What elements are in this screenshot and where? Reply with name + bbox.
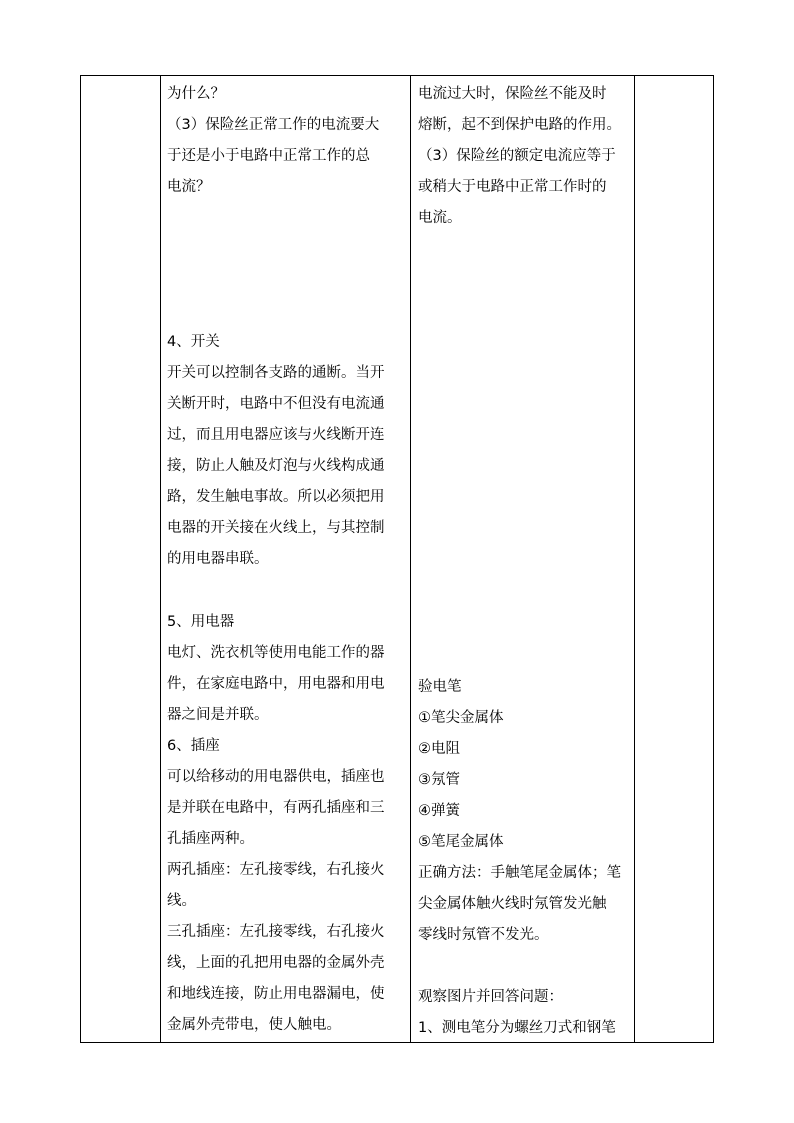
list-item: ①笔尖金属体 [418, 710, 504, 726]
column-divider [160, 76, 161, 1042]
text-line: 线，上面的孔把用电器的金属外壳 [167, 955, 385, 971]
section-heading: 验电笔 [418, 679, 462, 695]
text-line: 电器的开关接在火线上，与其控制 [167, 520, 385, 536]
text-line: 线。 [167, 893, 196, 909]
column-4-cell [635, 76, 713, 1042]
text-line: 和地线连接，防止用电器漏电，使 [167, 986, 385, 1002]
text-line: 电流过大时，保险丝不能及时 [418, 86, 607, 102]
section-heading: 6、插座 [167, 738, 220, 754]
text-line: 或稍大于电路中正常工作时的 [418, 179, 607, 195]
text-line: 件，在家庭电路中，用电器和用电 [167, 676, 385, 692]
column-divider [410, 76, 411, 1042]
text-line: 器之间是并联。 [167, 707, 269, 723]
list-item: ②电阻 [418, 741, 460, 757]
text-line: （3）保险丝正常工作的电流要大 [167, 117, 380, 133]
text-line: 观察图片并回答问题： [418, 989, 563, 1005]
text-line: 于还是小于电路中正常工作的总 [167, 148, 370, 164]
text-line: 孔插座两种。 [167, 831, 254, 847]
text-line: 可以给移动的用电器供电，插座也 [167, 769, 385, 785]
text-line: 两孔插座：左孔接零线，右孔接火 [167, 862, 385, 878]
text-line: 关断开时，电路中不但没有电流通 [167, 396, 385, 412]
text-line: 电流。 [418, 210, 462, 226]
list-item: ⑤笔尾金属体 [418, 834, 504, 850]
column-1-cell [81, 76, 160, 1042]
text-line: 接，防止人触及灯泡与火线构成通 [167, 458, 385, 474]
section-heading: 5、用电器 [167, 614, 235, 630]
text-line: 的用电器串联。 [167, 551, 269, 567]
text-line: 电灯、洗衣机等使用电能工作的器 [167, 645, 385, 661]
text-line: 为什么？ [167, 86, 225, 102]
text-line: 过，而且用电器应该与火线断开连 [167, 427, 385, 443]
text-line: 开关可以控制各支路的通断。当开 [167, 365, 385, 381]
column-2-cell [167, 76, 409, 1042]
text-line: 零线时氖管不发光。 [418, 927, 549, 943]
lesson-table [80, 75, 714, 1043]
text-line: 电流？ [167, 179, 211, 195]
text-line: 金属外壳带电，使人触电。 [167, 1017, 341, 1033]
text-line: 尖金属体触火线时氖管发光触 [418, 896, 607, 912]
list-item: ③氖管 [418, 772, 460, 788]
text-line: 熔断，起不到保护电路的作用。 [418, 117, 621, 133]
text-line: 正确方法：手触笔尾金属体；笔 [418, 865, 621, 881]
column-3-cell [418, 76, 633, 1042]
list-item: ④弹簧 [418, 803, 460, 819]
text-line: 是并联在电路中，有两孔插座和三 [167, 800, 385, 816]
text-line: （3）保险丝的额定电流应等于 [418, 148, 616, 164]
text-line: 三孔插座：左孔接零线，右孔接火 [167, 924, 385, 940]
section-heading: 4、开关 [167, 334, 220, 350]
text-line: 1、测电笔分为螺丝刀式和钢笔 [418, 1020, 616, 1036]
text-line: 路，发生触电事故。所以必须把用 [167, 489, 385, 505]
